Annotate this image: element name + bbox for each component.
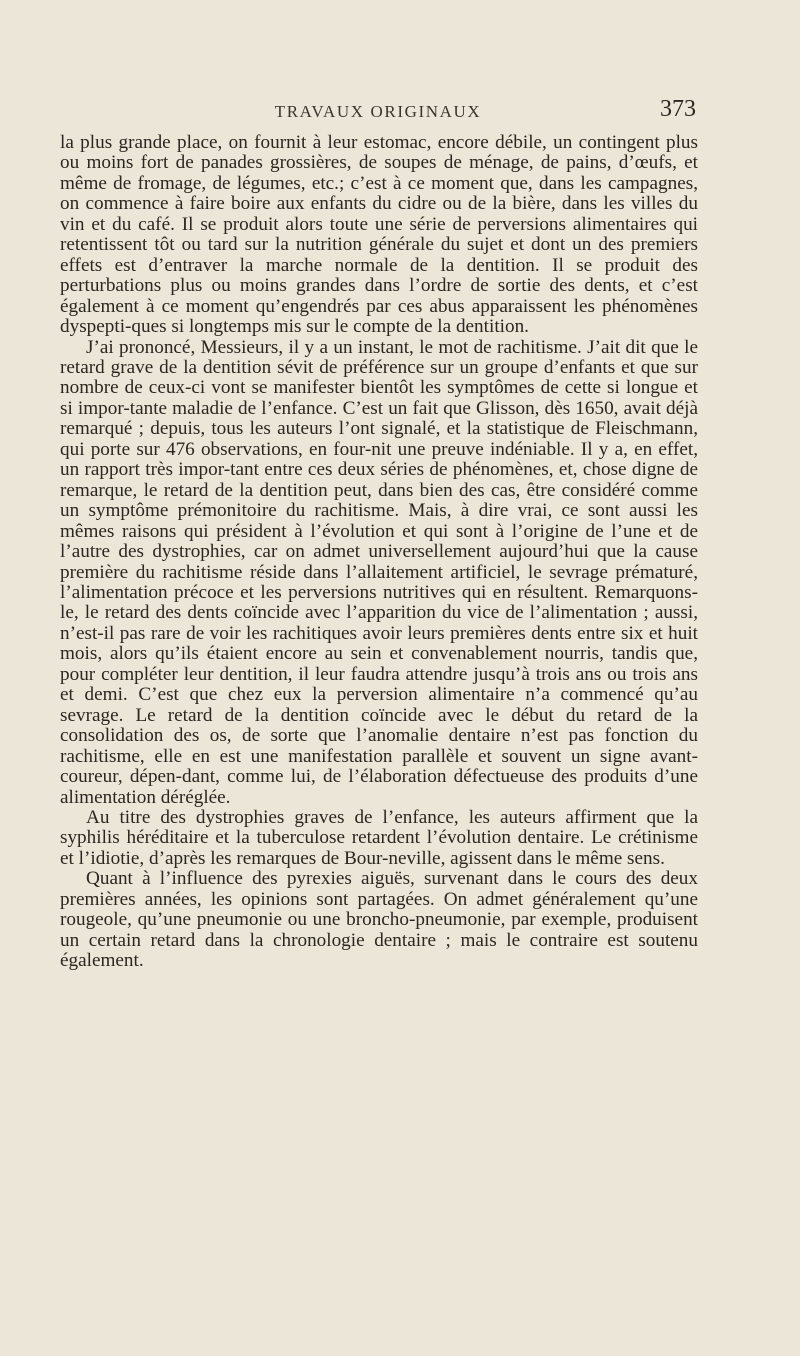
body-text bbox=[60, 133, 698, 972]
page-header bbox=[60, 96, 696, 132]
page-number: 373 bbox=[660, 96, 696, 122]
paragraph-continuation: la plus grande place, on fournit à leur estomac, encore débile, un contingent plus ou moins fort de panades grossières, de soupes de ménage, de pains, d’œufs, et même de fromage, de légumes, etc.; c’est à ce moment que, dans les campagnes, on commence à faire boire aux enfants du cidre ou de la bière, dans les villes du vin et du café. Il se produit alors toute une série de perversions alimentaires qui retentissent tôt ou tard sur la nutrition générale du sujet et dont un des premiers effets est d’entraver la marche normale de la dentition. Il se produit des perturbations plus ou moins grandes dans l’ordre de sortie des dents, et c’est également à ce moment qu’engendrés par ces abus apparaissent les phénomènes dyspepti-ques si longtemps mis sur le compte de la dentition. bbox=[60, 132, 698, 338]
paragraph-rachitisme: J’ai prononcé, Messieurs, il y a un instant, le mot de rachitisme. J’ait dit que le retard grave de la dentition sévit de préférence sur un groupe d’enfants et que sur nombre de ceux-ci vont se manifester bientôt les symptômes de cette si longue et si impor-tante maladie de l’enfance. C’est un fait que Glisson, dès 1650, avait déjà remarqué ; depuis, tous les auteurs l’ont signalé, et la statistique de Fleischmann, qui porte sur 476 observations, en four-nit une preuve indéniable. Il y a, en effet, un rapport très impor-tant entre ces deux séries de phénomènes, et, chose digne de remarque, le retard de la dentition peut, dans bien des cas, être considéré comme un symptôme prémonitoire du rachitisme. Mais, à dire vrai, ce sont aussi les mêmes raisons qui président à l’évolution et qui sont à l’origine de l’une et de l’autre des dystrophies, car on admet universellement aujourd’hui que la cause première du rachitisme réside dans l’allaitement artificiel, le sevrage prématuré, l’alimentation précoce et les perversions nutritives qui en résultent. Remarquons-le, le retard des dents coïncide avec l’apparition du vice de l’alimentation ; aussi, n’est-il pas rare de voir les rachitiques avoir leurs premières dents entre six et huit mois, alors qu’ils étaient encore au sein et convenablement nourris, tandis que, pour compléter leur dentition, il leur faudra attendre jusqu’à trois ans ou trois ans et demi. C’est que chez eux la perversion alimentaire n’a commencé qu’au sevrage. Le retard de la dentition coïncide avec le début du retard de la consolidation des os, de sorte que l’anomalie dentaire n’est pas fonction du rachitisme, elle en est une manifestation parallèle et souvent un signe avant-coureur, dépen-dant, comme lui, de l’élaboration défectueuse des produits d’une alimentation déréglée. bbox=[60, 336, 698, 808]
running-title: TRAVAUX ORIGINAUX bbox=[274, 102, 482, 121]
paragraph-pyrexies: Quant à l’influence des pyrexies aiguës, survenant dans le cours des deux premières années, les opinions sont partagées. On admet généralement qu’une rougeole, qu’une pneumonie ou une broncho-pneumonie, par exemple, produisent un certain retard dans la chronologie dentaire ; mais le contraire est soutenu également. bbox=[60, 868, 698, 972]
paragraph-dystrophies: Au titre des dystrophies graves de l’enfance, les auteurs affirment que la syphilis héréditaire et la tuberculose retardent l’évolution dentaire. Le crétinisme et l’idiotie, d’après les remarques de Bour-neville, agissent dans le même sens. bbox=[60, 806, 698, 869]
